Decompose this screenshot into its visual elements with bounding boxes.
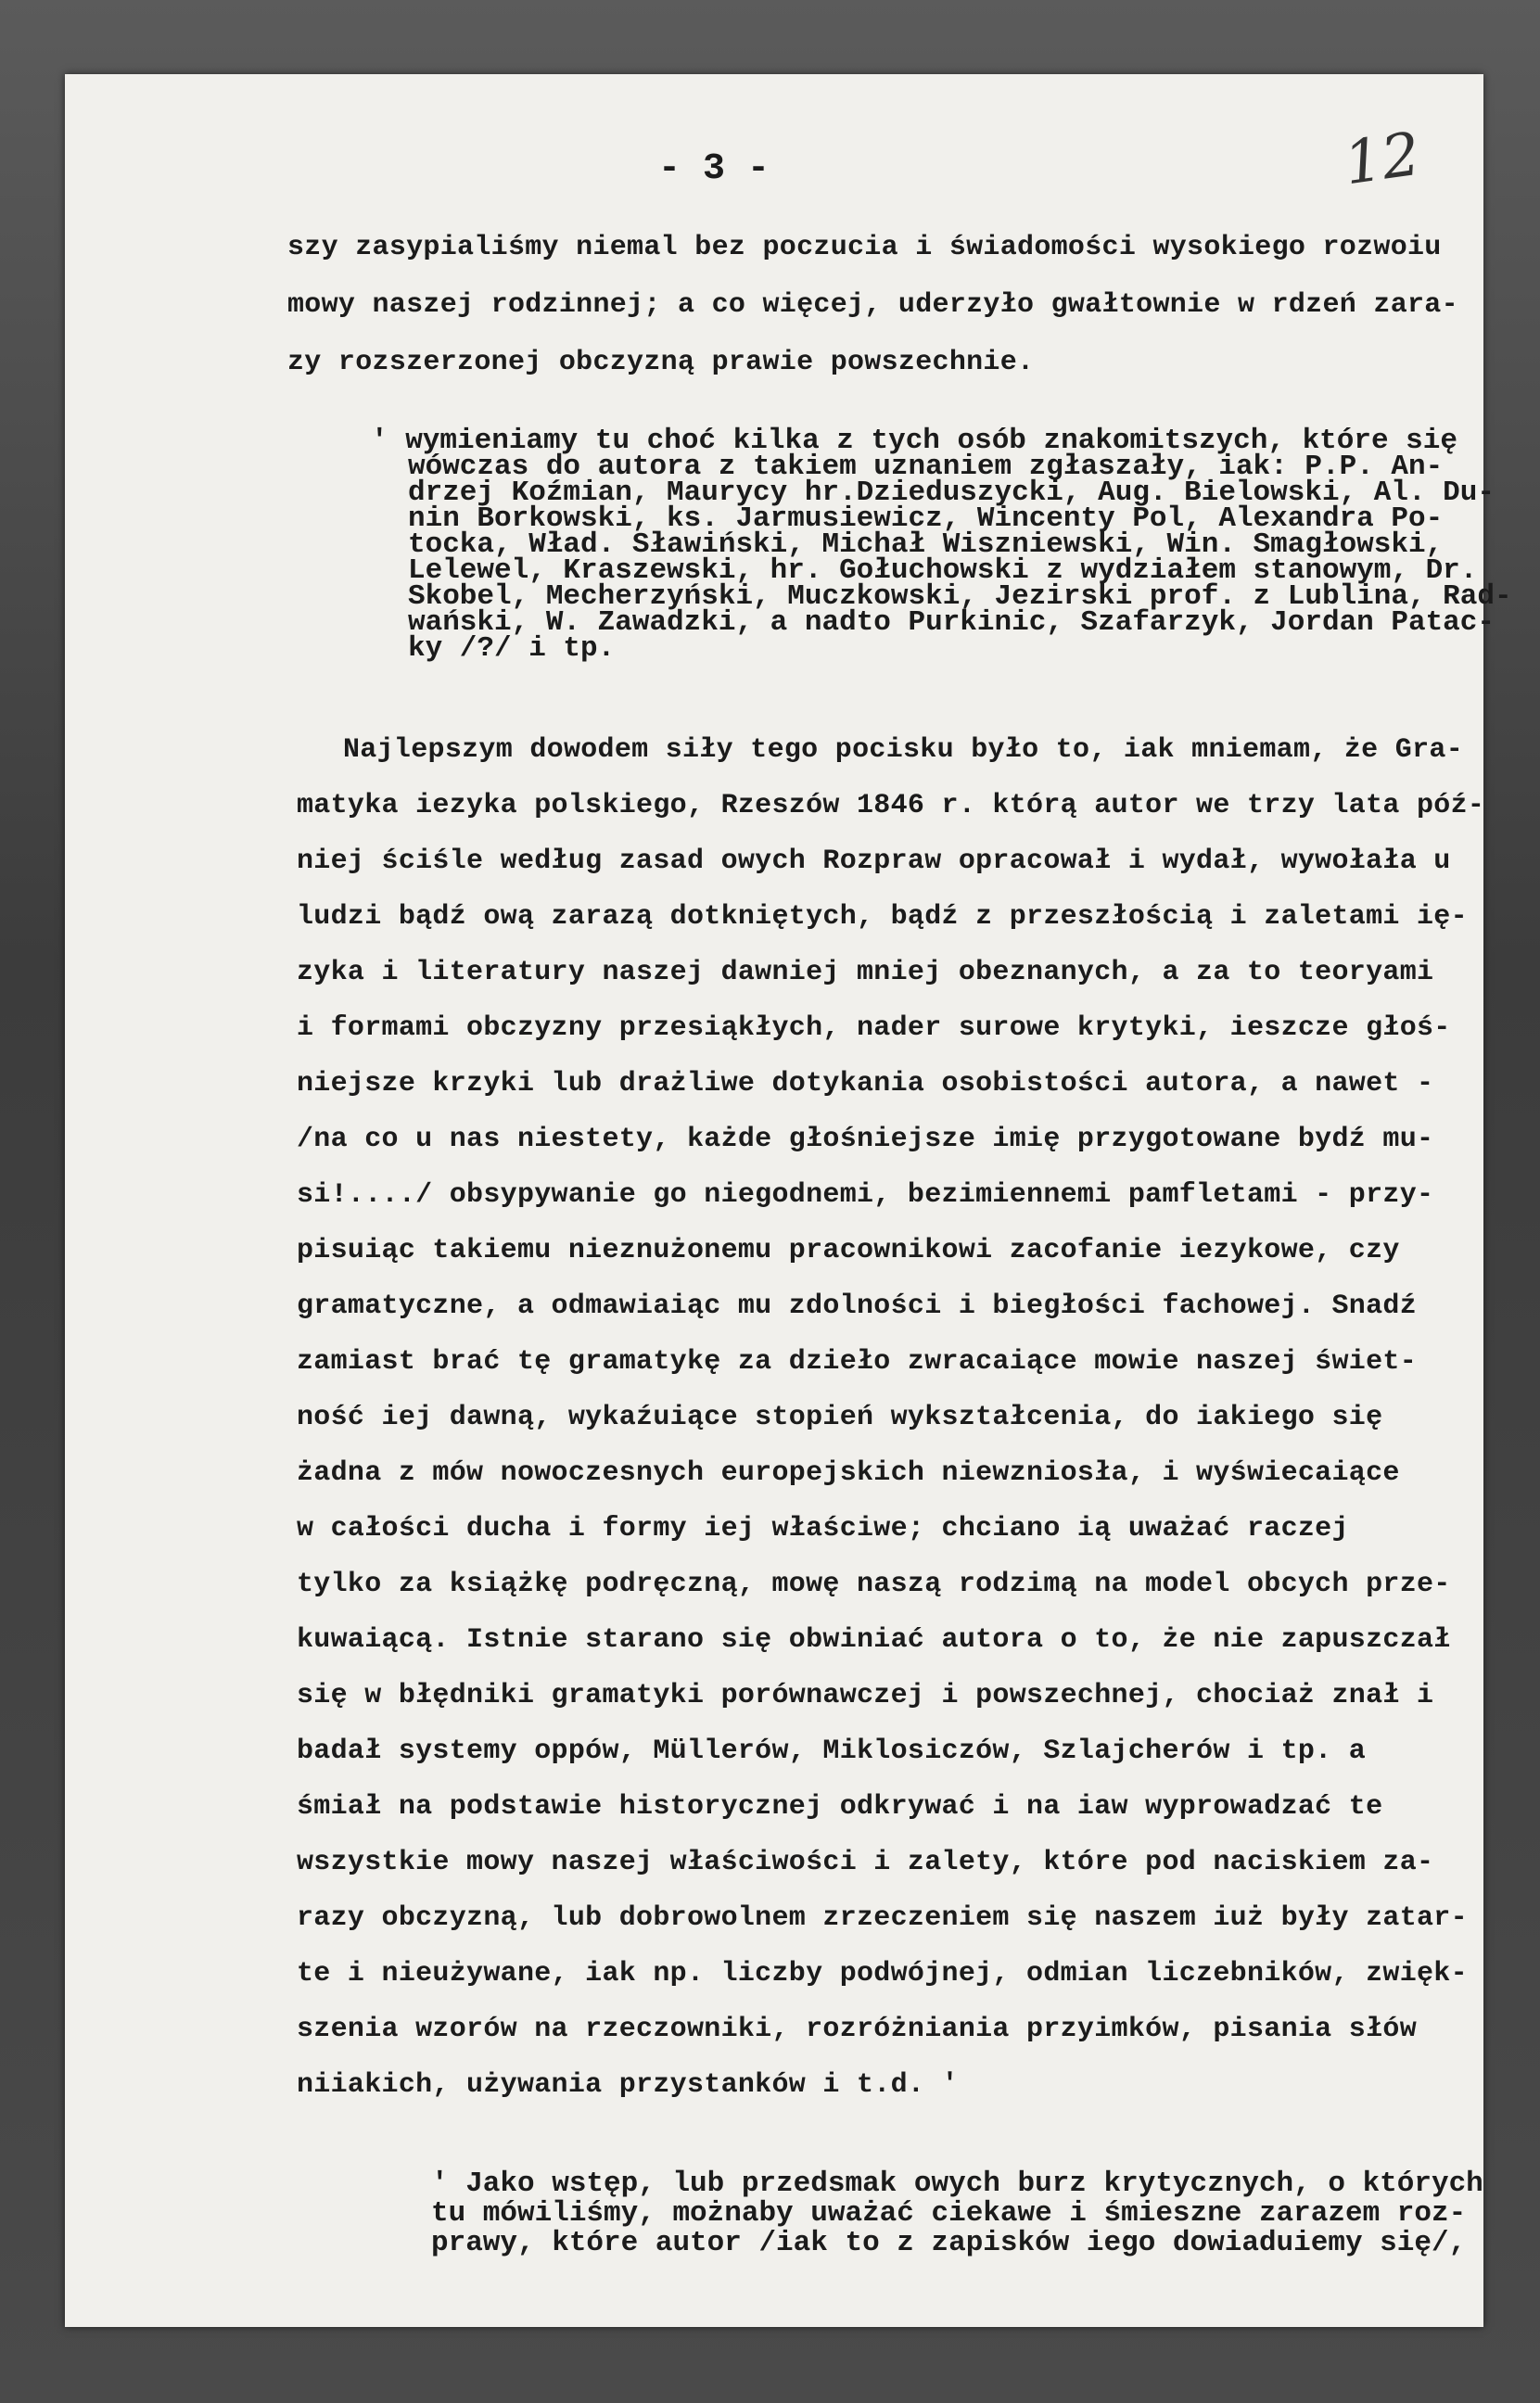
text-line: kuwaiącą. Istnie starano się obwiniać autora o to, że nie zapuszczał bbox=[297, 1624, 1451, 1656]
page-number: - 3 - bbox=[658, 148, 770, 190]
document-page bbox=[65, 74, 1512, 2327]
text-line: Najlepszym dowodem siły tego pocisku było to, iak mniemam, że Gra- bbox=[343, 734, 1463, 766]
text-line: te i nieużywane, iak np. liczby podwójnej, odmian liczebników, zwięk- bbox=[297, 1958, 1468, 1990]
text-line: niiakich, używania przystanków i t.d. ' bbox=[297, 2069, 959, 2101]
text-line: si!..../ obsypywanie go niegodnemi, bezimiennemi pamfletami - przy- bbox=[297, 1179, 1434, 1211]
text-line: wszystkie mowy naszej właściwości i zalety, które pod naciskiem za- bbox=[297, 1847, 1434, 1878]
text-line: zyka i literatury naszej dawniej mniej obeznanych, a za to teoryami bbox=[297, 957, 1434, 988]
text-line: szenia wzorów na rzeczowniki, rozróżniania przyimków, pisania słów bbox=[297, 2014, 1417, 2045]
text-line: gramatyczne, a odmawiaiąc mu zdolności i biegłości fachowej. Snadź bbox=[297, 1290, 1417, 1322]
text-line: ludzi bądź ową zarazą dotkniętych, bądź z przeszłością i zaletami ię- bbox=[297, 901, 1468, 933]
text-line: żadna z mów nowoczesnych europejskich niewzniosła, i wyświecaiące bbox=[297, 1457, 1400, 1489]
text-line: razy obczyzną, lub dobrowolnem zrzeczeniem się naszem iuż były zatar- bbox=[297, 1902, 1468, 1934]
footnote-line: nin Borkowski, ks. Jarmusiewicz, Wincenty Pol, Alexandra Po- bbox=[408, 502, 1444, 535]
text-line: niejsze krzyki lub drażliwe dotykania osobistości autora, a nawet - bbox=[297, 1068, 1434, 1100]
text-line: niej ściśle według zasad owych Rozpraw opracował i wydał, wywołała u bbox=[297, 846, 1451, 877]
footnote-line: wówczas do autora z takiem uznaniem zgłaszały, iak: P.P. An- bbox=[408, 451, 1444, 483]
footnote-line: ' wymieniamy tu choć kilka z tych osób znakomitszych, które się bbox=[371, 425, 1457, 457]
footnote-line: ky /?/ i tp. bbox=[408, 632, 616, 665]
footnote-line: prawy, które autor /iak to z zapisków iego dowiaduiemy się/, bbox=[431, 2227, 1467, 2259]
text-line: /na co u nas niestety, każde głośniejsze imię przygotowane bydź mu- bbox=[297, 1124, 1434, 1155]
text-line: zamiast brać tę gramatykę za dzieło zwracaiące mowie naszej świet- bbox=[297, 1346, 1417, 1378]
footnote-line: Skobel, Mecherzyński, Muczkowski, Jezirski prof. z Lublina, Rad- bbox=[408, 580, 1512, 613]
text-line: zy rozszerzonej obczyzną prawie powszechnie. bbox=[287, 347, 1035, 378]
text-line: mowy naszej rodzinnej; a co więcej, uderzyło gwałtownie w rdzeń zara- bbox=[287, 289, 1458, 321]
text-line: w całości ducha i formy iej właściwe; chciano ią uważać raczej bbox=[297, 1513, 1349, 1545]
text-line: śmiał na podstawie historycznej odkrywać i na iaw wyprowadzać te bbox=[297, 1791, 1383, 1823]
text-line: matyka iezyka polskiego, Rzeszów 1846 r. którą autor we trzy lata póź- bbox=[297, 790, 1485, 821]
text-line: szy zasypialiśmy niemal bez poczucia i świadomości wysokiego rozwoiu bbox=[287, 232, 1442, 263]
text-line: się w błędniki gramatyki porównawczej i powszechnej, chociaż znał i bbox=[297, 1680, 1434, 1711]
footnote-line: drzej Koźmian, Maurycy hr.Dzieduszycki, Aug. Bielowski, Al. Du- bbox=[408, 477, 1495, 509]
text-line: tylko za książkę podręczną, mowę naszą rodzimą na model obcych prze- bbox=[297, 1569, 1451, 1600]
text-line: badał systemy oppów, Müllerów, Miklosiczów, Szlajcherów i tp. a bbox=[297, 1736, 1367, 1767]
footnote-line: Lelewel, Kraszewski, hr. Gołuchowski z wydziałem stanowym, Dr. bbox=[408, 554, 1478, 587]
footnote-line: tu mówiliśmy, możnaby uważać ciekawe i śmieszne zarazem roz- bbox=[431, 2197, 1467, 2230]
text-line: ność iej dawną, wykaźuiące stopień wykształcenia, do iakiego się bbox=[297, 1402, 1383, 1433]
text-line: pisuiąc takiemu nieznużonemu pracownikowi zacofanie iezykowe, czy bbox=[297, 1235, 1400, 1266]
footnote-line: wański, W. Zawadzki, a nadto Purkinic, Szafarzyk, Jordan Patac- bbox=[408, 606, 1495, 639]
text-line: i formami obczyzny przesiąkłych, nader surowe krytyki, ieszcze głoś- bbox=[297, 1012, 1451, 1044]
handwritten-folio-number: 12 bbox=[1340, 120, 1425, 199]
footnote-line: ' Jako wstęp, lub przedsmak owych burz krytycznych, o których bbox=[431, 2168, 1483, 2200]
footnote-line: tocka, Wład. Sławiński, Michał Wiszniewski, Win. Smagłowski, bbox=[408, 528, 1444, 561]
